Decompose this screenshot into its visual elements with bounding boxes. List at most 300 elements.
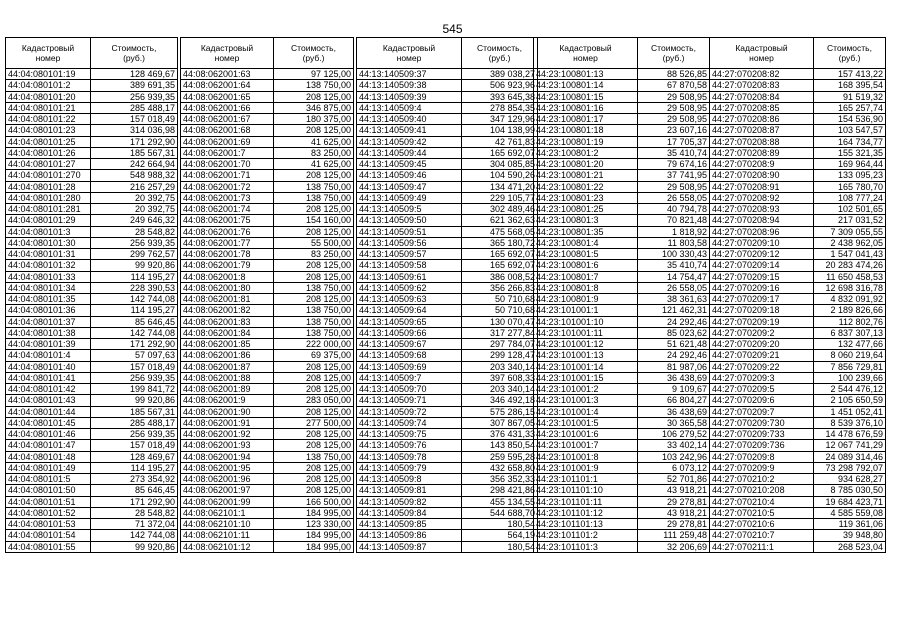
table-row: [710, 406, 886, 417]
table-row: [534, 305, 710, 316]
table-row: [181, 451, 354, 462]
cadastral-number-cell: 44:23:101101:12: [534, 507, 638, 518]
table-row: [181, 350, 354, 361]
cost-cell: 51 621,48: [638, 339, 710, 350]
cost-cell: 397 608,33: [462, 372, 538, 383]
cost-cell: 112 802,76: [814, 316, 886, 327]
cadastral-number-cell: 44:23:100801:22: [534, 181, 638, 192]
cadastral-number-cell: 44:27:070208:82: [710, 69, 814, 80]
table-row: [534, 519, 710, 530]
table-row: [181, 519, 354, 530]
table-row: [6, 496, 178, 507]
cost-cell: 2 438 962,05: [814, 237, 886, 248]
cadastral-number-cell: 44:13:140509:79: [357, 462, 462, 473]
cadastral-number-cell: 44:27:070208:92: [710, 192, 814, 203]
cost-cell: 9 109,67: [638, 384, 710, 395]
table-row: [181, 474, 354, 485]
cadastral-number-cell: 44:27:070211:1: [710, 541, 814, 552]
cadastral-number-cell: 44:04:080101:30: [6, 237, 91, 248]
cost-cell: 506 923,96: [462, 80, 538, 91]
cadastral-number-cell: 44:13:140509:47: [357, 181, 462, 192]
table-row: [357, 114, 538, 125]
cadastral-number-cell: 44:13:140509:46: [357, 170, 462, 181]
cadastral-number-cell: 44:23:100801:9: [534, 294, 638, 305]
table-row: [6, 80, 178, 91]
cadastral-number-cell: 44:08:062001:73: [181, 192, 274, 203]
table-row: [710, 69, 886, 80]
cadastral-number-cell: 44:27:070208:85: [710, 102, 814, 113]
cost-cell: 304 085,85: [462, 159, 538, 170]
cost-cell: 103 242,96: [638, 451, 710, 462]
cadastral-number-cell: 44:04:080101:4: [6, 350, 91, 361]
table-row: [357, 474, 538, 485]
cost-cell: 39 948,80: [814, 530, 886, 541]
table-row: [181, 294, 354, 305]
cadastral-number-cell: 44:08:062001:66: [181, 102, 274, 113]
cadastral-number-cell: 44:08:062001:96: [181, 474, 274, 485]
cadastral-number-cell: 44:04:080101:40: [6, 361, 91, 372]
table-row: [710, 507, 886, 518]
cadastral-number-cell: 44:13:140509:42: [357, 136, 462, 147]
cost-cell: 6 073,12: [638, 462, 710, 473]
table-row: [6, 147, 178, 158]
cadastral-number-cell: 44:04:080101:37: [6, 316, 91, 327]
cost-cell: 35 410,74: [638, 260, 710, 271]
cost-cell: 208 125,00: [274, 372, 354, 383]
cost-cell: 123 330,00: [274, 519, 354, 530]
cost-cell: 934 628,27: [814, 474, 886, 485]
cost-header: [814, 38, 886, 69]
table-row: [181, 102, 354, 113]
table-row: [710, 226, 886, 237]
cadastral-number-cell: 44:04:080101:32: [6, 260, 91, 271]
cost-cell: 130 070,47: [462, 316, 538, 327]
cadastral-number-cell: 44:13:140509:66: [357, 327, 462, 338]
cost-cell: 142 744,08: [91, 327, 178, 338]
cadastral-number-cell: 44:27:070209:16: [710, 282, 814, 293]
table-row: [534, 384, 710, 395]
cadastral-number-cell: 44:27:070209:7: [710, 406, 814, 417]
table-row: [357, 485, 538, 496]
table-row: [6, 249, 178, 260]
cadastral-number-cell: 44:23:101101:10: [534, 485, 638, 496]
table-row: [6, 192, 178, 203]
cost-cell: 203 340,14: [462, 361, 538, 372]
table-row: [710, 384, 886, 395]
cadastral-number-cell: 44:08:062001:65: [181, 91, 274, 102]
cost-cell: 83 250,00: [274, 249, 354, 260]
cadastral-number-cell: 44:04:080101:29: [6, 215, 91, 226]
cost-cell: 180,54: [462, 519, 538, 530]
cost-cell: 180 375,00: [274, 114, 354, 125]
table-row: [534, 339, 710, 350]
table-row: [710, 282, 886, 293]
cadastral-number-cell: 44:08:062001:86: [181, 350, 274, 361]
cadastral-number-cell: 44:27:070209:9: [710, 462, 814, 473]
cadastral-number-header: [181, 38, 274, 69]
table-row: [710, 530, 886, 541]
table-row: [357, 316, 538, 327]
table-header-row: [181, 38, 354, 69]
cost-cell: 7 856 729,81: [814, 361, 886, 372]
table-row: [710, 181, 886, 192]
cost-cell: 11 803,58: [638, 237, 710, 248]
cost-cell: 2 105 650,59: [814, 395, 886, 406]
cadastral-number-cell: 44:04:080101:33: [6, 271, 91, 282]
table-row: [534, 226, 710, 237]
cost-cell: 297 784,07: [462, 339, 538, 350]
table-row: [534, 282, 710, 293]
cost-cell: 36 438,69: [638, 406, 710, 417]
cost-header: [638, 38, 710, 69]
table-row: [534, 102, 710, 113]
cost-cell: 208 125,00: [274, 429, 354, 440]
cadastral-number-cell: 44:23:100801:3: [534, 215, 638, 226]
cost-cell: 165 692,07: [462, 249, 538, 260]
table-row: [181, 316, 354, 327]
cadastral-number-cell: 44:13:140509:39: [357, 91, 462, 102]
cost-cell: 41 625,00: [274, 159, 354, 170]
cadastral-number-cell: 44:04:080101:34: [6, 282, 91, 293]
table-row: [710, 350, 886, 361]
table-row: [357, 429, 538, 440]
cadastral-number-cell: 44:04:080101:23: [6, 125, 91, 136]
cost-cell: 299 128,47: [462, 350, 538, 361]
cadastral-number-cell: 44:23:101001:15: [534, 372, 638, 383]
cost-cell: 199 841,72: [91, 384, 178, 395]
cost-cell: 346 875,00: [274, 102, 354, 113]
table-row: [181, 406, 354, 417]
cost-cell: 85 646,45: [91, 485, 178, 496]
table-row: [534, 80, 710, 91]
cost-cell: 1 818,92: [638, 226, 710, 237]
cost-cell: 2 189 826,66: [814, 305, 886, 316]
cost-cell: 97 125,00: [274, 69, 354, 80]
table-row: [6, 114, 178, 125]
cadastral-number-cell: 44:13:140509:74: [357, 417, 462, 428]
cadastral-number-cell: 44:04:080101:55: [6, 541, 91, 552]
cadastral-number-cell: 44:08:062001:87: [181, 361, 274, 372]
cadastral-number-cell: 44:04:080101:49: [6, 462, 91, 473]
table-row: [181, 204, 354, 215]
cost-cell: 242 664,94: [91, 159, 178, 170]
cadastral-number-cell: 44:23:101001:6: [534, 429, 638, 440]
cost-header: [462, 38, 538, 69]
table-row: [6, 181, 178, 192]
cost-cell: 33 402,14: [638, 440, 710, 451]
table-row: [710, 429, 886, 440]
table-row: [710, 159, 886, 170]
cadastral-number-cell: 44:23:100801:4: [534, 237, 638, 248]
cadastral-number-cell: 44:08:062001:76: [181, 226, 274, 237]
table-row: [181, 372, 354, 383]
cadastral-number-cell: 44:23:100801:19: [534, 136, 638, 147]
cost-cell: 228 390,53: [91, 282, 178, 293]
table-row: [181, 125, 354, 136]
cost-cell: 26 558,05: [638, 282, 710, 293]
table-row: [6, 260, 178, 271]
table-row: [534, 406, 710, 417]
cadastral-number-cell: 44:08:062001:71: [181, 170, 274, 181]
cost-cell: 37 741,95: [638, 170, 710, 181]
table-row: [710, 102, 886, 113]
table-row: [710, 237, 886, 248]
cadastral-number-cell: 44:04:080101:27: [6, 159, 91, 170]
table-row: [181, 170, 354, 181]
cadastral-number-cell: 44:08:062001:84: [181, 327, 274, 338]
cadastral-number-cell: 44:23:100801:5: [534, 249, 638, 260]
cadastral-number-cell: 44:13:140509:63: [357, 294, 462, 305]
table-row: [710, 496, 886, 507]
cadastral-number-cell: 44:27:070208:83: [710, 80, 814, 91]
table-row: [534, 372, 710, 383]
table-row: [710, 451, 886, 462]
table-row: [6, 429, 178, 440]
table-row: [181, 507, 354, 518]
cadastral-number-cell: 44:27:070209:21: [710, 350, 814, 361]
cost-cell: 169 964,44: [814, 159, 886, 170]
cadastral-number-cell: 44:13:140509:62: [357, 282, 462, 293]
cost-cell: 314 036,98: [91, 125, 178, 136]
table-row: [534, 350, 710, 361]
cadastral-number-cell: 44:23:100801:2: [534, 147, 638, 158]
cost-cell: 164 734,77: [814, 136, 886, 147]
cost-table-3: [356, 37, 538, 553]
cadastral-number-cell: 44:08:062001:69: [181, 136, 274, 147]
table-row: [534, 147, 710, 158]
cadastral-number-cell: 44:13:140509:8: [357, 474, 462, 485]
table-row: [6, 226, 178, 237]
cost-cell: 4 832 091,92: [814, 294, 886, 305]
cadastral-number-cell: 44:08:062001:67: [181, 114, 274, 125]
table-row: [534, 395, 710, 406]
cost-cell: 20 392,75: [91, 192, 178, 203]
cost-cell: 256 939,35: [91, 372, 178, 383]
header-text: (руб.): [123, 53, 145, 63]
table-row: [534, 125, 710, 136]
cost-cell: 138 750,00: [274, 451, 354, 462]
cadastral-number-cell: 44:08:062001:85: [181, 339, 274, 350]
cadastral-number-cell: 44:08:062001:77: [181, 237, 274, 248]
cost-cell: 575 286,15: [462, 406, 538, 417]
table-row: [534, 417, 710, 428]
cadastral-number-cell: 44:13:140509:76: [357, 440, 462, 451]
table-row: [6, 91, 178, 102]
cadastral-number-cell: 44:23:101101:2: [534, 530, 638, 541]
cost-cell: 393 645,38: [462, 91, 538, 102]
cadastral-number-cell: 44:23:100801:23: [534, 192, 638, 203]
cadastral-number-cell: 44:04:080101:280: [6, 192, 91, 203]
cadastral-number-cell: 44:08:062001:88: [181, 372, 274, 383]
cadastral-number-cell: 44:23:101001:9: [534, 462, 638, 473]
cadastral-number-cell: 44:04:080101:19: [6, 69, 91, 80]
table-row: [710, 215, 886, 226]
cost-cell: 365 180,72: [462, 237, 538, 248]
table-row: [534, 451, 710, 462]
cadastral-number-cell: 44:08:062001:74: [181, 204, 274, 215]
cadastral-number-cell: 44:04:080101:54: [6, 530, 91, 541]
table-row: [6, 69, 178, 80]
cadastral-number-cell: 44:23:101001:11: [534, 327, 638, 338]
cost-cell: 35 410,74: [638, 147, 710, 158]
cadastral-number-cell: 44:04:080101:46: [6, 429, 91, 440]
cost-cell: 91 519,32: [814, 91, 886, 102]
cost-cell: 43 918,21: [638, 507, 710, 518]
table-row: [710, 372, 886, 383]
table-row: [710, 395, 886, 406]
cost-cell: 102 501,65: [814, 204, 886, 215]
cost-cell: 11 650 458,53: [814, 271, 886, 282]
table-row: [710, 192, 886, 203]
cadastral-number-cell: 44:08:062101:10: [181, 519, 274, 530]
cadastral-number-cell: 44:27:070208:9: [710, 159, 814, 170]
table-row: [534, 440, 710, 451]
cadastral-number-cell: 44:04:080101:38: [6, 327, 91, 338]
table-row: [534, 136, 710, 147]
cadastral-number-cell: 44:08:062101:1: [181, 507, 274, 518]
cost-cell: 302 489,46: [462, 204, 538, 215]
table-row: [534, 361, 710, 372]
cadastral-number-cell: 44:08:062001:94: [181, 451, 274, 462]
table-row: [6, 417, 178, 428]
table-row: [181, 496, 354, 507]
cadastral-number-cell: 44:04:080101:36: [6, 305, 91, 316]
cadastral-number-cell: 44:23:101101:3: [534, 541, 638, 552]
cost-cell: 1 451 052,41: [814, 406, 886, 417]
cadastral-number-cell: 44:04:080101:20: [6, 91, 91, 102]
cost-cell: 208 125,00: [274, 440, 354, 451]
cost-cell: 50 710,68: [462, 294, 538, 305]
cadastral-number-cell: 44:13:140509:56: [357, 237, 462, 248]
table-row: [6, 237, 178, 248]
cadastral-number-cell: 44:27:070208:87: [710, 125, 814, 136]
header-text: Кадастровый: [735, 43, 788, 53]
table-row: [6, 519, 178, 530]
cost-cell: 83 250,00: [274, 147, 354, 158]
cadastral-number-cell: 44:27:070208:89: [710, 147, 814, 158]
table-row: [6, 316, 178, 327]
cost-cell: 38 361,63: [638, 294, 710, 305]
cost-cell: 154 536,90: [814, 114, 886, 125]
cadastral-number-cell: 44:08:062001:92: [181, 429, 274, 440]
cost-cell: 346 492,18: [462, 395, 538, 406]
cadastral-number-cell: 44:08:062001:82: [181, 305, 274, 316]
cadastral-number-cell: 44:27:070209:6: [710, 395, 814, 406]
cadastral-number-cell: 44:13:140509:51: [357, 226, 462, 237]
table-row: [6, 136, 178, 147]
cost-cell: 81 987,06: [638, 361, 710, 372]
cost-cell: 138 750,00: [274, 316, 354, 327]
header-text: номер: [35, 53, 61, 63]
cost-cell: 165 692,07: [462, 147, 538, 158]
cost-cell: 157 413,22: [814, 69, 886, 80]
header-text: (руб.): [302, 53, 325, 63]
cost-cell: 133 095,23: [814, 170, 886, 181]
table-row: [357, 125, 538, 136]
cost-cell: 29 508,95: [638, 91, 710, 102]
cadastral-number-cell: 44:13:140509:61: [357, 271, 462, 282]
table-row: [534, 215, 710, 226]
cadastral-number-cell: 44:27:070209:19: [710, 316, 814, 327]
cost-cell: 285 488,17: [91, 102, 178, 113]
cadastral-number-cell: 44:23:101001:1: [534, 305, 638, 316]
cost-cell: 99 920,86: [91, 541, 178, 552]
table-row: [6, 271, 178, 282]
cadastral-number-cell: 44:13:140509:82: [357, 496, 462, 507]
cadastral-number-cell: 44:27:070209:736: [710, 440, 814, 451]
cadastral-number-cell: 44:27:070210:208: [710, 485, 814, 496]
table-row: [357, 192, 538, 203]
header-text: Стоимость,: [291, 43, 336, 53]
cost-cell: 285 488,17: [91, 417, 178, 428]
cost-cell: 165 257,74: [814, 102, 886, 113]
table-row: [534, 91, 710, 102]
table-row: [357, 361, 538, 372]
cost-cell: 208 125,00: [274, 204, 354, 215]
cadastral-number-cell: 44:27:070209:18: [710, 305, 814, 316]
cadastral-number-cell: 44:04:080101:43: [6, 395, 91, 406]
cost-cell: 114 195,27: [91, 305, 178, 316]
table-row: [357, 159, 538, 170]
cadastral-number-cell: 44:23:101001:7: [534, 440, 638, 451]
table-row: [710, 417, 886, 428]
cost-cell: 14 478 676,59: [814, 429, 886, 440]
cadastral-number-cell: 44:27:070208:86: [710, 114, 814, 125]
table-row: [6, 350, 178, 361]
cost-cell: 29 278,81: [638, 519, 710, 530]
cost-cell: 24 292,46: [638, 316, 710, 327]
cadastral-number-cell: 44:27:070210:7: [710, 530, 814, 541]
cadastral-number-cell: 44:04:080101:44: [6, 406, 91, 417]
table-row: [6, 485, 178, 496]
table-row: [710, 80, 886, 91]
cost-cell: 142 744,08: [91, 294, 178, 305]
cadastral-number-cell: 44:08:062001:70: [181, 159, 274, 170]
cadastral-number-cell: 44:04:080101:281: [6, 204, 91, 215]
table-row: [6, 462, 178, 473]
cadastral-number-cell: 44:08:062001:78: [181, 249, 274, 260]
cost-cell: 217 031,52: [814, 215, 886, 226]
cost-table-5: [709, 37, 886, 553]
cost-cell: 138 750,00: [274, 181, 354, 192]
table-row: [181, 192, 354, 203]
table-row: [534, 192, 710, 203]
cost-cell: 208 125,00: [274, 474, 354, 485]
table-row: [357, 496, 538, 507]
cost-cell: 104 590,26: [462, 170, 538, 181]
cost-cell: 155 321,35: [814, 147, 886, 158]
table-row: [6, 339, 178, 350]
cost-cell: 52 701,86: [638, 474, 710, 485]
cadastral-number-cell: 44:23:100801:13: [534, 69, 638, 80]
cadastral-number-cell: 44:04:080101:45: [6, 417, 91, 428]
cost-cell: 85 023,62: [638, 327, 710, 338]
cost-cell: 256 939,35: [91, 237, 178, 248]
cost-cell: 548 988,32: [91, 170, 178, 181]
cadastral-number-cell: 44:04:080101:21: [6, 102, 91, 113]
cost-cell: 8 060 219,64: [814, 350, 886, 361]
table-row: [357, 271, 538, 282]
table-row: [534, 69, 710, 80]
cost-cell: 185 567,31: [91, 406, 178, 417]
cost-cell: 185 567,31: [91, 147, 178, 158]
cadastral-number-cell: 44:13:140509:41: [357, 125, 462, 136]
table-row: [181, 226, 354, 237]
cadastral-number-cell: 44:23:101001:12: [534, 339, 638, 350]
table-row: [181, 429, 354, 440]
cost-cell: 347 129,96: [462, 114, 538, 125]
cadastral-number-cell: 44:08:062001:80: [181, 282, 274, 293]
